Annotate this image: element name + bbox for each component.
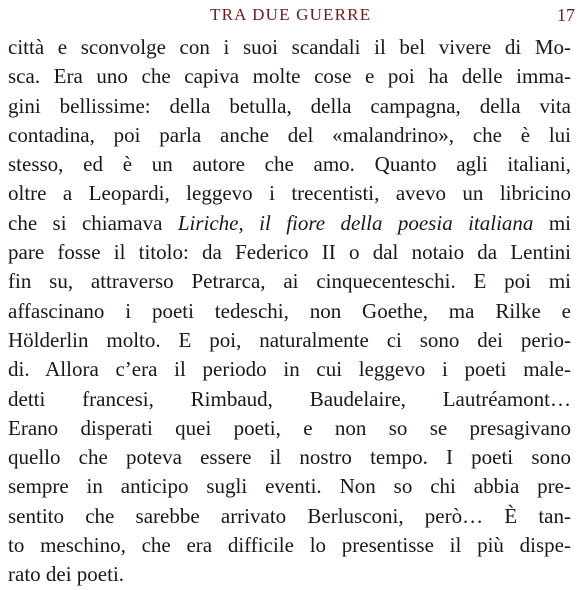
running-header (0, 3, 579, 27)
text-line: affascinano i poeti tedeschi, non Goethe, ma Rilke e (8, 298, 571, 323)
text-line: sempre in anticipo sugli eventi. Non so chi abbia pre- (8, 474, 571, 499)
text-line: quello che poteva essere il nostro tempo. I poeti sono (8, 445, 571, 470)
italic-book-title: Liriche, il fiore della poesia italiana (177, 210, 534, 235)
text-line: stesso, ed è un autore che amo. Quanto agli italiani, (8, 152, 571, 177)
text-line: to meschino, che era difficile lo presentisse il più dispe- (8, 533, 571, 558)
text-segment: che si chiamava (8, 210, 178, 235)
text-line: pare fosse il titolo: da Federico II o dal notaio da Lentini (8, 240, 571, 265)
running-title: TRA DUE GUERRE (210, 5, 372, 24)
text-line: Hölderlin molto. E poi, naturalmente ci sono dei perio- (8, 327, 571, 352)
text-line: Erano disperati quei poeti, e non so se presagivano (8, 415, 571, 440)
text-segment: mi (533, 210, 571, 235)
text-line-with-italic-title (8, 209, 571, 238)
text-line: fin su, attraverso Petrarca, ai cinquecenteschi. E poi mi (8, 269, 571, 294)
text-line: oltre a Leopardi, leggevo i trecentisti, avevo un libricino (8, 181, 571, 206)
text-line: sentito che sarebbe arrivato Berlusconi, però… È tan- (8, 503, 571, 528)
text-line-last: rato dei poeti. (8, 562, 125, 587)
page-number: 17 (557, 5, 575, 25)
text-line: gini bellissime: della betulla, della campagna, della vita (8, 93, 571, 118)
text-line: sca. Era uno che capiva molte cose e poi ha delle imma- (8, 64, 571, 89)
text-line: di. Allora c’era il periodo in cui leggevo i poeti male- (8, 357, 571, 382)
body-text (0, 33, 579, 590)
text-line: detti francesi, Rimbaud, Baudelaire, Lautréamont… (8, 386, 571, 411)
text-line: città e sconvolge con i suoi scandali il bel vivere di Mo- (8, 35, 571, 59)
text-line: contadina, poi parla anche del «malandrino», che è lui (8, 122, 571, 147)
